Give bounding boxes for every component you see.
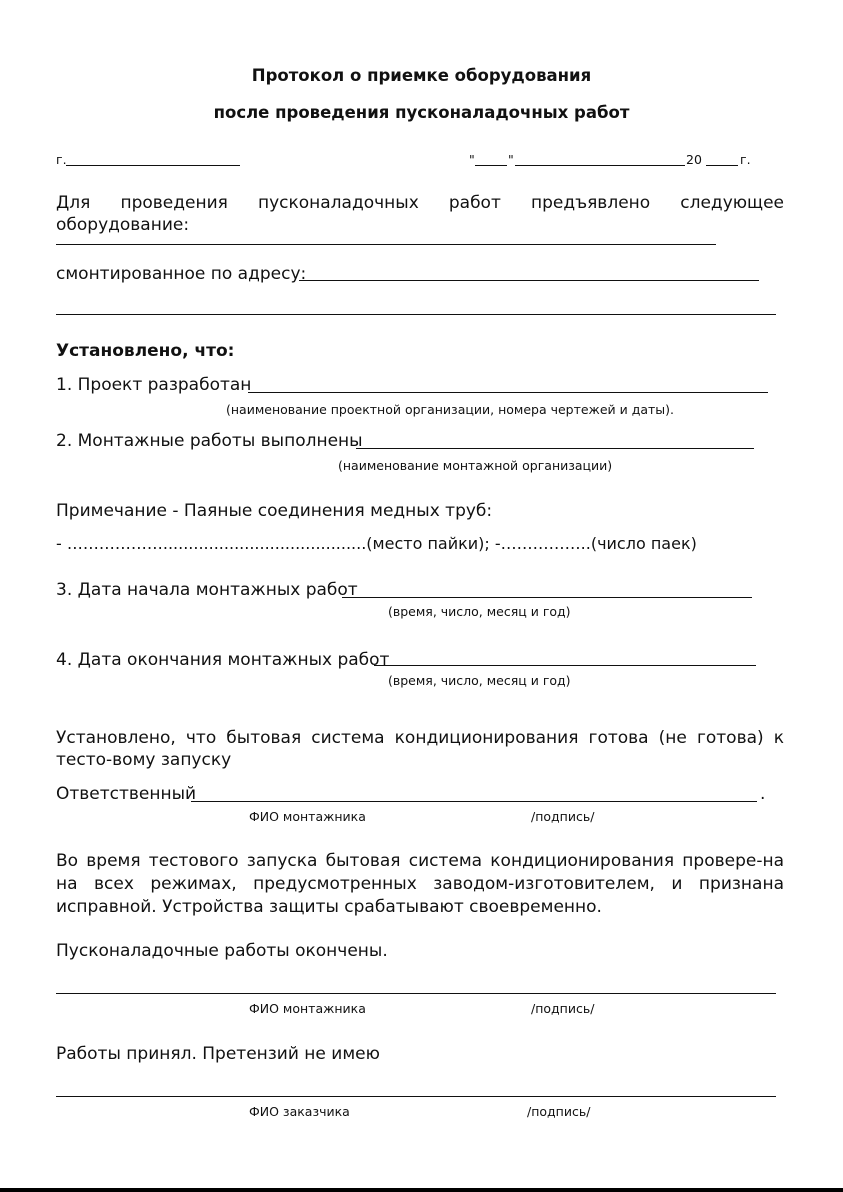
responsible-caption-name: ФИО монтажника	[249, 809, 366, 824]
responsible-label: Ответственный	[56, 784, 197, 804]
document-title: Протокол о приемке оборудования	[251, 66, 592, 85]
established-heading: Установлено, что:	[56, 341, 235, 361]
item1-caption: (наименование проектной организации, номера чертежей и даты).	[226, 402, 675, 417]
date-quote-open: "	[469, 152, 475, 167]
finished-caption-name: ФИО монтажника	[249, 1001, 366, 1016]
equipment-intro: Для проведения пусконаладочных работ предъявлено следующее оборудование:	[56, 193, 784, 235]
equipment-field[interactable]	[56, 244, 716, 245]
city-field[interactable]	[66, 165, 240, 166]
document-subtitle: после проведения пусконаладочных работ	[213, 103, 630, 122]
accepted-caption-name: ФИО заказчика	[249, 1104, 350, 1119]
year-suffix: г.	[740, 152, 751, 167]
date-quote-close: "	[508, 152, 514, 167]
note-heading: Примечание - Паяные соединения медных труб:	[56, 501, 493, 521]
city-prefix: г.	[56, 152, 67, 167]
year-prefix: 20	[686, 152, 702, 167]
responsible-caption-sign: /подпись/	[531, 809, 595, 824]
item2-label: 2. Монтажные работы выполнены	[56, 431, 363, 451]
responsible-end-mark: .	[760, 784, 766, 804]
day-field[interactable]	[475, 165, 507, 166]
customer-signature-field[interactable]	[56, 1096, 776, 1097]
responsible-field[interactable]	[191, 801, 757, 802]
start-date-field[interactable]	[342, 597, 752, 598]
project-developer-field[interactable]	[248, 392, 768, 393]
item3-caption: (время, число, месяц и год)	[388, 604, 571, 619]
page-bottom-border	[0, 1188, 843, 1192]
finished-label: Пусконаладочные работы окончены.	[56, 941, 388, 961]
address-field[interactable]	[299, 280, 759, 281]
item3-label: 3. Дата начала монтажных работ	[56, 580, 358, 600]
solder-joints-line[interactable]: - ………………........................................(место пайки); -……………..(число паек)	[56, 534, 697, 553]
installer-field[interactable]	[356, 448, 754, 449]
item4-caption: (время, число, месяц и год)	[388, 673, 571, 688]
year-field[interactable]	[706, 165, 738, 166]
item4-label: 4. Дата окончания монтажных работ	[56, 650, 390, 670]
accepted-label: Работы принял. Претензий не имею	[56, 1044, 380, 1064]
item1-label: 1. Проект разработан	[56, 375, 252, 395]
item2-caption: (наименование монтажной организации)	[338, 458, 613, 473]
test-statement: Во время тестового запуска бытовая система кондиционирования провере-на на всех режимах, предусмотренных заводом-изготовителем, и признана исправной. Устройства защиты срабатывают своевременно.	[56, 851, 784, 917]
month-field[interactable]	[515, 165, 685, 166]
accepted-caption-sign: /подпись/	[527, 1104, 591, 1119]
ready-statement: Установлено, что бытовая система кондиционирования готова (не готова) к тесто-вому запуску	[56, 728, 784, 770]
end-date-field[interactable]	[374, 665, 756, 666]
address-label: смонтированное по адресу:	[56, 264, 307, 284]
finished-caption-sign: /подпись/	[531, 1001, 595, 1016]
finished-signature-field[interactable]	[56, 993, 776, 994]
address-field-continuation[interactable]	[56, 314, 776, 315]
